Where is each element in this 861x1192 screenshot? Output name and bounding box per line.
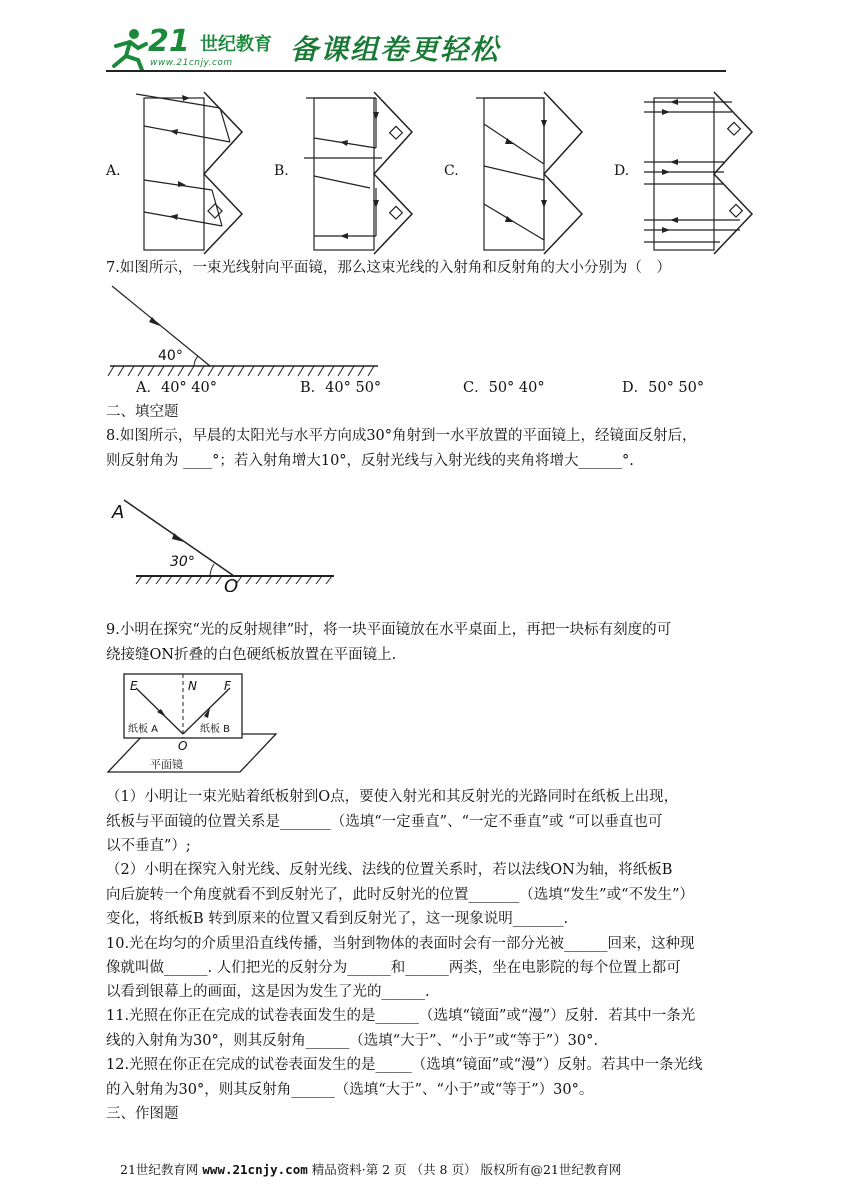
- q9-part1-line-2: 纸板与平面镜的位置关系是_______（选填“一定垂直”、“一定不垂直”或 “可以垂直也可: [106, 814, 663, 830]
- q8-point-a: A: [112, 502, 125, 523]
- q10-line-2: 像就叫做______. 人们把光的反射分为______和______两类，坐在电影院的每个位置上都可: [106, 960, 681, 976]
- q6-option-c-label: C.: [444, 163, 459, 179]
- q7-stem: 7.如图所示，一束光线射向平面镜，那么这束光线的入射角和反射角的大小分别为（ ）: [106, 260, 671, 276]
- footer-info: 精品资料·第 2 页 （共 8 页） 版权所有@21世纪教育网: [311, 1162, 622, 1177]
- q11-line-2: 线的入射角为30°，则其反射角______（选填“大于”、“小于”或“等于”）30°.: [106, 1033, 598, 1049]
- q9-label-board-b: 纸板 B: [200, 724, 231, 735]
- q8-line-1: 8.如图所示，早晨的太阳光与水平方向成30°角射到一水平放置的平面镜上，经镜面反射后，: [106, 428, 697, 444]
- header-divider: [106, 70, 726, 72]
- footer-url: www.21cnjy.com: [202, 1162, 308, 1177]
- q9-part2-line-1: （2）小明在探究入射光线、反射光线、法线的位置关系时，若以法线ON为轴，将纸板B: [106, 862, 673, 878]
- q6-figure-a: [130, 88, 246, 256]
- q6-figure-b: [300, 88, 416, 256]
- q9-figure: [104, 670, 280, 776]
- q9-label-f: F: [224, 679, 231, 693]
- q6-option-d-label: D.: [614, 163, 630, 179]
- runner-logo-icon: [108, 26, 152, 70]
- page-footer: [120, 1160, 621, 1178]
- q9-part1-line-1: （1）小明让一束光贴着纸板射到O点，要使入射光和其反射光的光路同时在纸板上出现，: [106, 789, 679, 805]
- q10-line-3: 以看到银幕上的画面，这是因为发生了光的______.: [106, 984, 430, 1000]
- q7-option-a: A．40° 40°: [136, 380, 217, 396]
- header-slogan: 备课组卷更轻松: [290, 33, 501, 66]
- q9-line-2: 绕接缝ON折叠的白色硬纸板放置在平面镜上.: [106, 647, 397, 663]
- section-drawing-title: 三、作图题: [106, 1106, 179, 1122]
- q7-option-c: C．50° 40°: [463, 380, 545, 396]
- q9-label-n: N: [188, 679, 197, 693]
- footer-site: 21世纪教育网: [120, 1162, 199, 1177]
- q9-part1-line-3: 以不垂直”）;: [106, 838, 191, 854]
- q9-line-1: 9.小明在探究“光的反射规律”时，将一块平面镜放在水平桌面上，再把一块标有刻度的可: [106, 622, 672, 638]
- q8-point-o: O: [224, 576, 239, 592]
- q6-figure-d: [640, 88, 756, 256]
- q6-figure-c: [470, 88, 586, 256]
- q8-angle-label: 30°: [170, 554, 195, 570]
- q9-part2-line-2: 向后旋转一个角度就看不到反射光了，此时反射光的位置_______（选填“发生”或“不发生”）: [106, 887, 694, 903]
- q8-figure: [106, 480, 346, 592]
- q10-line-1: 10.光在均匀的介质里沿直线传播，当射到物体的表面时会有一部分光被______回来，这种现: [106, 936, 695, 952]
- q7-option-d: D．50° 50°: [622, 380, 705, 396]
- q12-line-1: 12.光照在你正在完成的试卷表面发生的是_____（选填“镜面”或“漫”）反射。若其中一条光线: [106, 1057, 703, 1073]
- q7-figure: [106, 280, 386, 380]
- q6-option-a-label: A.: [106, 163, 121, 179]
- q9-part2-line-3: 变化，将纸板B 转到原来的位置又看到反射光了，这一现象说明_______.: [106, 911, 569, 927]
- q7-option-b: B．40° 50°: [300, 380, 382, 396]
- logo-number: 21: [148, 24, 190, 59]
- q12-line-2: 的入射角为30°，则其反射角______（选填“大于”、“小于”或“等于”）30°。: [106, 1082, 594, 1098]
- q8-line-2: 则反射角为 ____°；若入射角增大10°，反射光线与入射光线的夹角将增大______°.: [106, 453, 634, 469]
- q11-line-1: 11.光照在你正在完成的试卷表面发生的是______（选填“镜面”或“漫”）反射．若其中一条光: [106, 1008, 696, 1024]
- q9-label-o: O: [178, 739, 188, 753]
- section-fill-in-title: 二、填空题: [106, 404, 179, 420]
- logo-name: 世纪教育: [200, 34, 272, 55]
- q9-label-board-a: 纸板 A: [128, 724, 159, 735]
- q9-label-e: E: [130, 679, 138, 693]
- logo-url: www.21cnjy.com: [150, 58, 233, 68]
- q6-option-b-label: B.: [274, 163, 289, 179]
- q7-angle-label: 40°: [158, 348, 183, 364]
- q9-label-mirror: 平面镜: [150, 758, 183, 771]
- page-header: [0, 0, 861, 80]
